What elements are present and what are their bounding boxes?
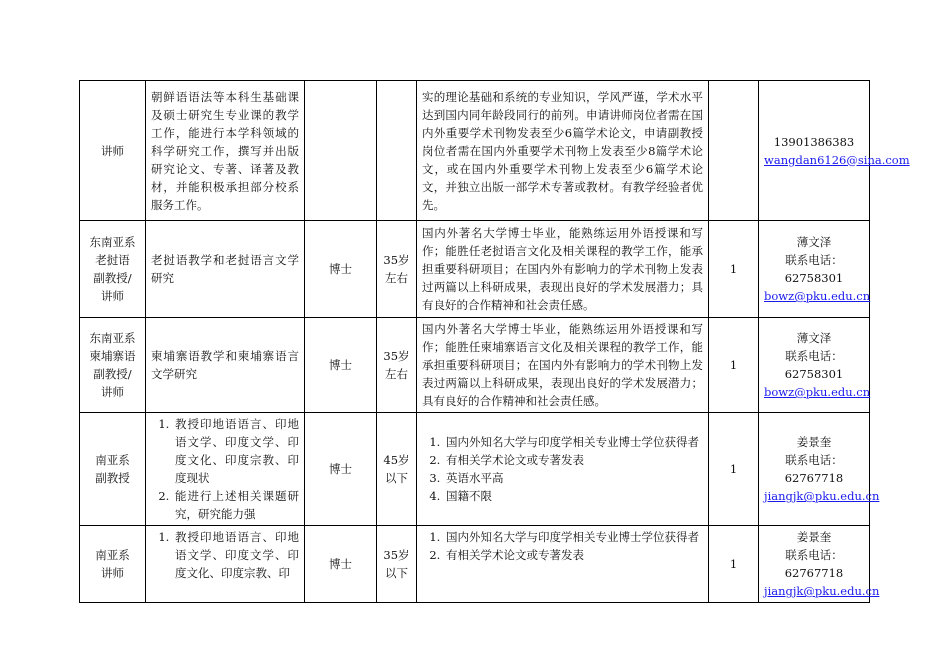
position-line: 副教授/ — [93, 367, 132, 381]
table-row — [80, 221, 870, 318]
age-cell — [377, 526, 417, 603]
requirements-cell: 实的理论基础和系统的专业知识，学风严谨，学术水平达到国内同年龄段同行的前列。申请讲师岗位者需在国内外重要学术刊物发表至少6篇学术论文，申请副教授岗位者需在国内外重要学术刊物上发表至少8篇学术论文，或在国内外重要学术刊物上发表至少6篇学术论文，并独立出版一部学术专著或教材。有教学经验者优先。 — [417, 81, 709, 221]
position-line: 讲师 — [101, 385, 124, 399]
requirements-list — [422, 433, 703, 505]
position-line: 南亚系 — [95, 453, 130, 467]
contact-email-link[interactable]: wangdan6126@sina.com — [764, 152, 910, 167]
degree-cell — [305, 81, 377, 221]
age-line: 左右 — [385, 271, 408, 285]
list-item: 3. 英语水平高 — [444, 469, 703, 487]
contact-cell — [759, 413, 880, 526]
count-cell: 1 — [709, 221, 759, 318]
list-item: 1. 国内外知名大学与印度学相关专业博士学位获得者 — [444, 528, 703, 546]
count-cell: 1 — [709, 526, 759, 603]
age-line: 以下 — [385, 566, 408, 580]
duty-list — [151, 528, 299, 582]
list-item: 1. 教授印地语语言、印地语文学、印度文学、印度文化、印度宗教、印度现状 — [173, 415, 299, 487]
job-table — [79, 80, 910, 603]
age-cell — [377, 221, 417, 318]
table-row — [80, 526, 870, 603]
age-line: 35岁 — [383, 349, 410, 363]
contact-name: 薄文泽 — [796, 235, 832, 249]
list-item: 2. 有相关学术论文或专著发表 — [444, 546, 703, 564]
list-item: 4. 国籍不限 — [444, 487, 703, 505]
position-cell — [80, 526, 146, 603]
position-cell — [80, 221, 146, 318]
position-line: 东南亚系 — [89, 235, 136, 249]
contact-cell — [759, 318, 870, 413]
age-line: 以下 — [385, 471, 408, 485]
position-line: 讲师 — [101, 566, 124, 580]
contact-cell — [759, 81, 910, 221]
position-line: 讲师 — [101, 143, 124, 158]
table-row — [80, 413, 870, 526]
age-line: 35岁 — [383, 253, 410, 267]
contact-phone: 联系电话：62767718 — [784, 453, 844, 485]
contact-cell — [759, 221, 870, 318]
contact-phone: 联系电话：62758301 — [784, 253, 844, 285]
position-cell — [80, 318, 146, 413]
age-line: 左右 — [385, 367, 408, 381]
duty-cell — [146, 526, 305, 603]
requirements-cell: 国内外著名大学博士毕业，能熟练运用外语授课和写作；能胜任柬埔寨语言文化及相关课程的教学工作，能承担重要科研项目；在国内外有影响力的学术刊物上发表过两篇以上科研成果，表现出良好的学术发展潜力；具有良好的合作精神和社会责任感。 — [417, 318, 709, 413]
contact-phone: 13901386383 — [773, 134, 855, 149]
contact-email-link[interactable]: jiangjk@pku.edu.cn — [764, 584, 880, 598]
position-line: 南亚系 — [95, 548, 130, 562]
degree-cell: 博士 — [305, 413, 377, 526]
degree-cell: 博士 — [305, 526, 377, 603]
count-cell: 1 — [709, 318, 759, 413]
position-line: 副教授 — [95, 471, 130, 485]
age-cell — [377, 413, 417, 526]
requirements-cell — [417, 413, 709, 526]
contact-name: 姜景奎 — [796, 435, 832, 449]
duty-cell: 柬埔寨语教学和柬埔寨语言文学研究 — [146, 318, 305, 413]
contact-name: 姜景奎 — [796, 530, 832, 544]
contact-email-link[interactable]: bowz@pku.edu.cn — [764, 289, 871, 303]
position-line: 柬埔寨语 — [89, 349, 136, 363]
count-cell: 1 — [709, 413, 759, 526]
contact-phone: 联系电话：62758301 — [784, 349, 844, 381]
position-cell — [80, 81, 146, 221]
position-line: 讲师 — [101, 289, 124, 303]
degree-cell: 博士 — [305, 318, 377, 413]
list-item: 2. 有相关学术论文或专著发表 — [444, 451, 703, 469]
list-item: 1. 教授印地语语言、印地语文学、印度文学、印度文化、印度宗教、印 — [173, 528, 299, 582]
duty-cell — [146, 413, 305, 526]
list-item: 1. 国内外知名大学与印度学相关专业博士学位获得者 — [444, 433, 703, 451]
position-line: 副教授/ — [93, 271, 132, 285]
position-cell — [80, 413, 146, 526]
position-line: 老挝语 — [95, 253, 130, 267]
age-line: 45岁 — [383, 453, 410, 467]
contact-email-link[interactable]: bowz@pku.edu.cn — [764, 385, 871, 399]
age-cell — [377, 81, 417, 221]
age-line: 35岁 — [383, 548, 410, 562]
table-row — [80, 318, 870, 413]
position-line: 东南亚系 — [89, 331, 136, 345]
degree-cell: 博士 — [305, 221, 377, 318]
age-cell — [377, 318, 417, 413]
table-row — [80, 81, 870, 221]
contact-phone: 联系电话：62767718 — [784, 548, 844, 580]
duty-cell: 老挝语教学和老挝语言文学研究 — [146, 221, 305, 318]
duty-cell: 朝鲜语语法等本科生基础课及硕士研究生专业课的教学工作，能进行本学科领域的科学研究工作，撰写并出版研究论文、专著、译著及教材，并能积极承担部分校系服务工作。 — [146, 81, 305, 221]
list-item: 2. 能进行上述相关课题研究，研究能力强 — [173, 487, 299, 523]
requirements-cell: 国内外著名大学博士毕业，能熟练运用外语授课和写作；能胜任老挝语言文化及相关课程的教学工作，能承担重要科研项目；在国内外有影响力的学术刊物上发表过两篇以上科研成果，表现出良好的学术发展潜力；具有良好的合作精神和社会责任感。 — [417, 221, 709, 318]
contact-email-link[interactable]: jiangjk@pku.edu.cn — [764, 489, 880, 503]
duty-list — [151, 415, 299, 523]
contact-name: 薄文泽 — [796, 331, 832, 345]
requirements-cell — [417, 526, 709, 603]
contact-cell — [759, 526, 880, 603]
count-cell — [709, 81, 759, 221]
requirements-list — [422, 528, 703, 564]
